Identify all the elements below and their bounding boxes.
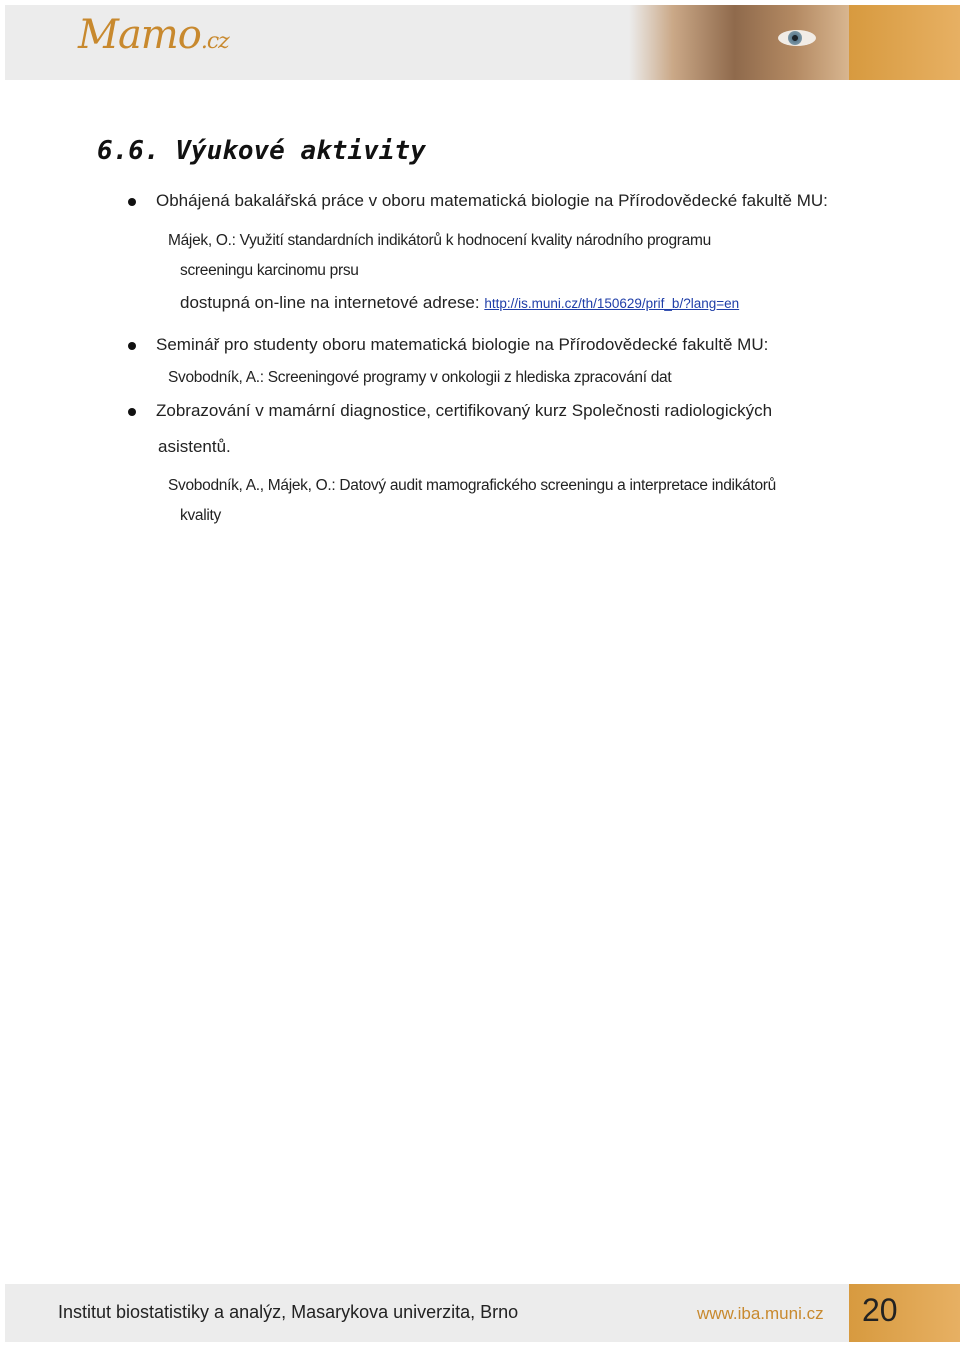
availability-line <box>180 293 739 313</box>
footer-institution: Institut biostatistiky a analýz, Masarykova univerzita, Brno <box>58 1302 519 1322</box>
logo-main: Mamo <box>78 12 201 58</box>
logo-suffix: .cz <box>200 29 229 54</box>
mamo-logo <box>78 12 229 58</box>
reference-line: screeningu karcinomu prsu <box>180 262 359 279</box>
item-text: Zobrazování v mamární diagnostice, certifikovaný kurz Společnosti radiologických <box>156 401 773 420</box>
reference-line: kvality <box>180 507 221 524</box>
reference-line: Svobodník, A., Májek, O.: Datový audit mamografického screeningu a interpretace indikátorů <box>168 477 776 494</box>
item-text: Seminář pro studenty oboru matematická biologie na Přírodovědecké fakultě MU: <box>156 335 769 354</box>
footer-url[interactable]: www.iba.muni.cz <box>697 1304 824 1323</box>
iris <box>788 31 802 45</box>
thesis-link[interactable]: http://is.muni.cz/th/150629/prif_b/?lang=en <box>484 296 740 311</box>
bullet-icon <box>128 408 136 416</box>
reference-line: Májek, O.: Využití standardních indikátorů k hodnocení kvality národního programu <box>168 232 711 249</box>
eye-image <box>778 30 816 46</box>
page-number: 20 <box>862 1292 898 1328</box>
availability-label: dostupná on-line na internetové adrese: <box>180 293 485 312</box>
header-accent-block <box>849 5 960 80</box>
bullet-icon <box>128 198 136 206</box>
item-text: asistentů. <box>158 437 231 456</box>
section-title: 6.6. Výukové aktivity <box>97 136 426 166</box>
header-photo <box>629 5 849 80</box>
bullet-icon <box>128 342 136 350</box>
item-text: Obhájená bakalářská práce v oboru matematická biologie na Přírodovědecké fakultě MU: <box>156 191 828 210</box>
reference-line: Svobodník, A.: Screeningové programy v onkologii z hlediska zpracování dat <box>168 369 672 386</box>
